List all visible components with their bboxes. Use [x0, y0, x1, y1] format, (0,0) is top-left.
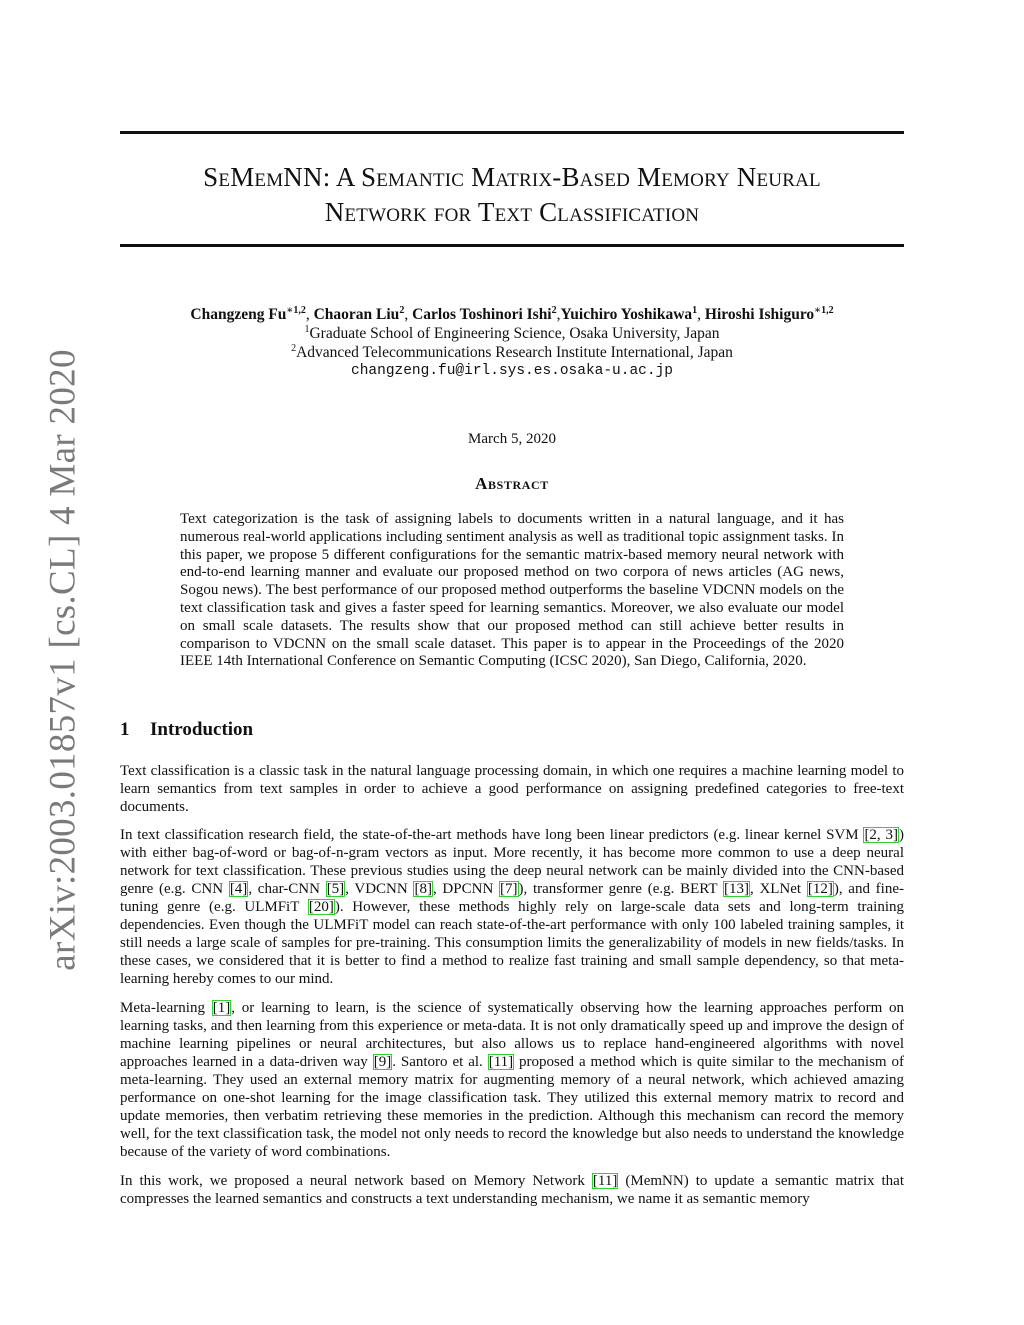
citation-link[interactable]: [12] [807, 881, 833, 897]
citation-link[interactable]: [7] [500, 881, 518, 897]
para-text: In text classification research field, the state-of-the-art methods have long been linear predictors (e.g. linear kernel SVM [120, 827, 864, 843]
author-2-sup: 2 [399, 304, 405, 316]
citation-link[interactable]: [20] [308, 899, 334, 915]
affiliation-2 [0, 343, 1024, 362]
citation-link[interactable]: [11] [488, 1054, 514, 1070]
para-text: In this work, we proposed a neural network based on Memory Network [120, 1173, 592, 1189]
affiliation-2-sup: 2 [291, 342, 297, 354]
author-email[interactable]: changzeng.fu@irl.sys.es.osaka-u.ac.jp [351, 363, 673, 379]
para-text: ), transformer genre (e.g. BERT [518, 881, 723, 897]
title-line-1: SeMemNN: A Semantic Matrix-Based Memory Neural [203, 162, 821, 192]
intro-paragraph-2 [120, 826, 904, 988]
author-names: Changzeng $Fu^{∗1,2}$, Chaoran Liu$^2$, Carlos Toshinori Ishi$^2$,Yuichiro Yoshikawa$^1$, Hiroshi Ishiguro$^{∗1,2}$ [190, 304, 834, 323]
para-text: , XLNet [749, 881, 807, 897]
author-block [0, 305, 1024, 381]
para-text: . Santoro et al. [392, 1054, 488, 1070]
author-4: Yuichiro Yoshikawa [560, 306, 693, 323]
citation-link[interactable]: [9] [373, 1054, 392, 1070]
title-top-rule [120, 131, 904, 134]
citation-link[interactable]: [2, 3] [864, 827, 898, 843]
author-3: Carlos Toshinori Ishi [412, 306, 552, 323]
para-text: (MemNN) to update a semantic matrix that compresses the learned semantics and constructs a text understanding mechanism, we name it as semantic memory [120, 1173, 905, 1207]
para-text: ) with either bag-of-word or bag-of-n-gram vectors as input. More recently, it has become more common to use a deep neural network for text classification. These previous studies using the deep neural network can be mainly divided into the CNN-based genre (e.g. CNN [120, 827, 904, 897]
citation-link[interactable]: [1] [212, 1000, 231, 1016]
para-text: Meta-learning [120, 1000, 212, 1016]
para-text: , DPCNN [432, 881, 499, 897]
citation-link[interactable]: [5] [326, 881, 345, 897]
arxiv-stamp [42, 349, 84, 971]
para-text: ), and fine-tuning genre (e.g. ULMFiT [120, 881, 904, 915]
abstract-text: Text categorization is the task of assigning labels to documents written in a natural language, and it has numerous real-world applications including sentiment analysis as well as traditional topic assignment tasks. In this paper, we propose 5 different configurations for the semantic matrix-based memory neural network with end-to-end learning manner and evaluate our proposed method on two corpora of news articles (AG news, Sogou news). The best performance of our proposed method outperforms the baseline VDCNN models on the text classification task and gives a faster speed for learning semantics. Moreover, we also evaluate our model on small scale datasets. The results show that our proposed method can still achieve better results in comparison to VDCNN on the small scale dataset. This paper is to appear in the Proceedings of the 2020 IEEE 14th International Conference on Semantic Computing (ICSC 2020), San Diego, California, 2020. [180, 511, 844, 670]
affiliation-1-text: Graduate School of Engineering Science, Osaka University, Japan [309, 325, 720, 342]
section-heading-introduction [120, 719, 253, 741]
section-number: 1 [120, 719, 130, 740]
author-4-sup: 1 [692, 304, 698, 316]
affiliation-1-sup: 1 [304, 323, 310, 335]
author-2: Chaoran Liu [313, 306, 400, 323]
arxiv-stamp-text: arXiv:2003.01857v1 [cs.CL] 4 Mar 2020 [42, 349, 84, 971]
affiliation-2-text: Advanced Telecommunications Research Institute International, Japan [296, 344, 733, 361]
para-text: , VDCNN [345, 881, 414, 897]
citation-link[interactable]: [11] [592, 1173, 618, 1189]
paper-date: March 5, 2020 [468, 431, 556, 447]
citation-link[interactable]: [13] [723, 881, 749, 897]
author-1: Changzeng Fu [190, 306, 287, 323]
para-text: ). However, these methods highly rely on large-scale data sets and long-term training dependencies. Even though the ULMFiT model can reach state-of-the-art performance with only 100 labeled training samples, it still needs a large scale of samples for pre-training. This consumption limits the generalizability of models in new fields/tasks. In these cases, we considered that it is better to find a method to realize fast training and small sample dependency, so that meta-learning hereby comes to our mind. [120, 899, 904, 987]
para-text: , or learning to learn, is the science of systematically observing how the learning approaches perform on learning tasks, and then learning from this experience or meta-data. It is not only dramatically speed up and improve the design of machine learning pipelines or neural architectures, but also allows us to replace hand-engineered algorithms with novel approaches learned in a data-driven way [120, 1000, 904, 1070]
section-title: Introduction [150, 719, 254, 740]
intro-paragraph-1: Text classification is a classic task in the natural language processing domain, in which one requires a machine learning model to learn semantics from text samples in order to achieve a good performance on assigning predefined categories to free-text documents. [120, 763, 904, 815]
title-bottom-rule [120, 244, 904, 247]
title-line-2: Network for Text Classification [324, 197, 700, 227]
intro-paragraph-4 [120, 1172, 904, 1208]
para-text: proposed a method which is quite similar to the mechanism of meta-learning. They used an external memory matrix for augmenting memory of a neural network, which achieved amazing performance on one-shot learning for the image classification task. They utilized this external memory matrix to record and update memories, then verbatim retrieving these memories in the prediction. Although this mechanism can record the memory well, for the text classification task, the model not only needs to record the knowledge but also needs to understand the knowledge because of the variety of word combinations. [120, 1054, 904, 1160]
paper-title [120, 160, 904, 230]
affiliation-1 [0, 324, 1024, 343]
author-5-sup: ∗1,2 [814, 304, 834, 316]
citation-link[interactable]: [8] [414, 881, 432, 897]
abstract-heading: Abstract [475, 474, 549, 493]
intro-paragraph-3 [120, 999, 904, 1161]
author-1-sup: ∗1,2 [286, 304, 306, 316]
author-5: Hiroshi Ishiguro [704, 306, 815, 323]
author-3-sup: 2 [551, 304, 557, 316]
citation-link[interactable]: [4] [229, 881, 248, 897]
para-text: , char-CNN [248, 881, 326, 897]
